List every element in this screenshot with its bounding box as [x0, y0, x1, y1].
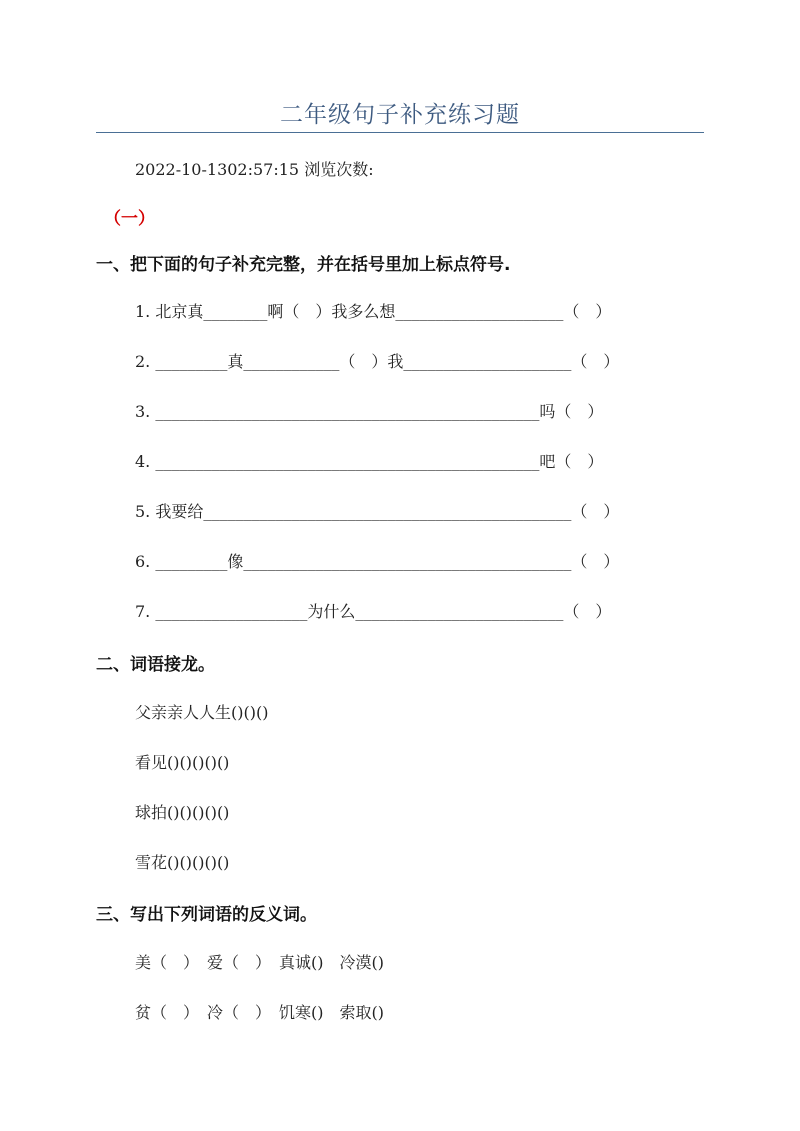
word-chain-item-1: 父亲亲人人生()()()	[135, 703, 269, 722]
part3-heading: 三、写出下列词语的反义词。	[96, 905, 317, 925]
word-chain-item-2: 看见()()()()()	[135, 753, 230, 772]
section-marker: （一）	[104, 209, 155, 229]
sentence-item-3: 3. ________________________________________________吗（ ）	[135, 402, 604, 421]
page-title: 二年级句子补充练习题	[280, 102, 520, 128]
title-underline	[96, 132, 704, 133]
sentence-item-7: 7. ___________________为什么__________________________（ ）	[135, 602, 612, 621]
sentence-item-5: 5. 我要给______________________________________________（ ）	[135, 502, 620, 521]
part1-heading: 一、把下面的句子补充完整，并在括号里加上标点符号.	[96, 255, 511, 275]
word-chain-item-3: 球拍()()()()()	[135, 803, 230, 822]
sentence-item-2: 2. _________真____________（ ）我_____________________（ ）	[135, 352, 620, 371]
word-chain-item-4: 雪花()()()()()	[135, 853, 230, 872]
sentence-item-1: 1. 北京真________啊（ ）我多么想_____________________（ ）	[135, 302, 612, 321]
sentence-item-6: 6. _________像_________________________________________（ ）	[135, 552, 620, 571]
antonym-row-1: 美（ ） 爱（ ） 真诚() 冷漠()	[135, 953, 384, 972]
antonym-row-2: 贫（ ） 冷（ ） 饥寒() 索取()	[135, 1003, 384, 1022]
meta-line: 2022-10-1302:57:15 浏览次数:	[135, 160, 374, 179]
part2-heading: 二、词语接龙。	[96, 655, 215, 675]
sentence-item-4: 4. ________________________________________________吧（ ）	[135, 452, 604, 471]
